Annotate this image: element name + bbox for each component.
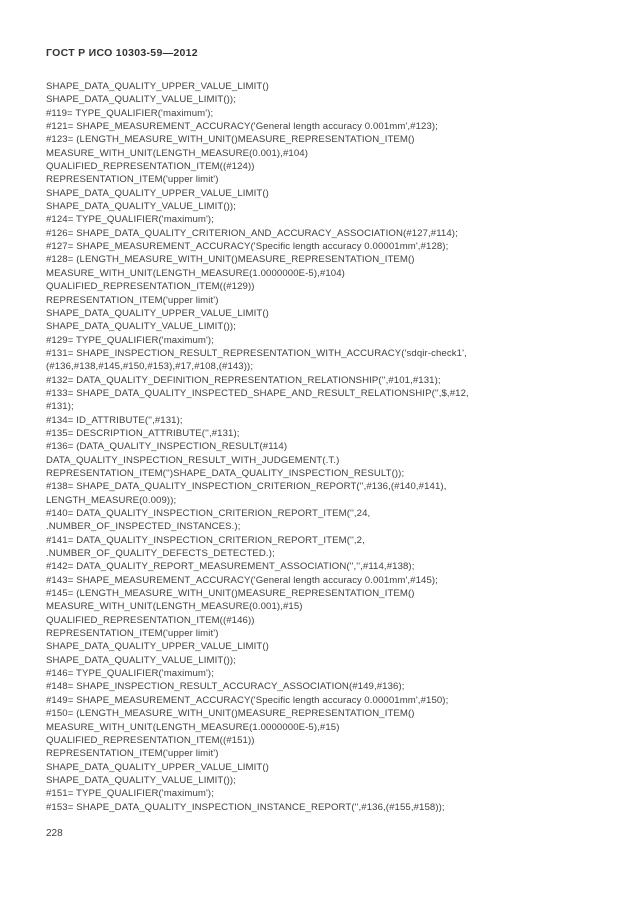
code-line: #132= DATA_QUALITY_DEFINITION_REPRESENTATION_RELATIONSHIP('',#101,#131); [46,374,441,386]
code-line: #140= DATA_QUALITY_INSPECTION_CRITERION_REPORT_ITEM('',24, [46,508,371,519]
code-line: #146= TYPE_QUALIFIER('maximum'); [46,668,214,680]
code-line: #129= TYPE_QUALIFIER('maximum'); [46,334,214,346]
code-line: #126= SHAPE_DATA_QUALITY_CRITERION_AND_ACCURACY_ASSOCIATION(#127,#114); [46,227,458,239]
code-line: MEASURE_WITH_UNIT(LENGTH_MEASURE(0.001),#104) [46,147,308,159]
code-line: #128= (LENGTH_MEASURE_WITH_UNIT()MEASURE_REPRESENTATION_ITEM() [46,254,415,266]
code-line: #150= (LENGTH_MEASURE_WITH_UNIT()MEASURE_REPRESENTATION_ITEM() [46,708,415,720]
code-line: SHAPE_DATA_QUALITY_UPPER_VALUE_LIMIT() [46,761,269,773]
code-line: #135= DESCRIPTION_ATTRIBUTE('',#131); [46,427,240,439]
code-line: SHAPE_DATA_QUALITY_UPPER_VALUE_LIMIT() [46,307,269,319]
code-line: #124= TYPE_QUALIFIER('maximum'); [46,214,214,226]
code-line: #141= DATA_QUALITY_INSPECTION_CRITERION_REPORT_ITEM('',2, [46,534,365,546]
code-line: #149= SHAPE_MEASUREMENT_ACCURACY('Specific length accuracy 0.00001mm',#150); [46,694,449,706]
code-line: REPRESENTATION_ITEM('upper limit') [46,628,219,640]
code-line: (#136,#138,#145,#150,#153),#17,#108,(#143)); [46,361,254,373]
code-line: .NUMBER_OF_QUALITY_DEFECTS_DETECTED.); [46,548,275,560]
code-line: #145= (LENGTH_MEASURE_WITH_UNIT()MEASURE_REPRESENTATION_ITEM() [46,588,415,600]
code-line: SHAPE_DATA_QUALITY_UPPER_VALUE_LIMIT() [46,641,269,653]
code-line: #131); [46,401,74,413]
code-line: #119= TYPE_QUALIFIER('maximum'); [46,107,214,119]
code-line: LENGTH_MEASURE(0.009)); [46,494,177,506]
code-line: #136= (DATA_QUALITY_INSPECTION_RESULT(#114) [46,441,288,453]
code-line: #153= SHAPE_DATA_QUALITY_INSPECTION_INSTANCE_REPORT('',#136,(#155,#158)); [46,801,445,813]
code-line: REPRESENTATION_ITEM('upper limit') [46,174,219,186]
code-line: #127= SHAPE_MEASUREMENT_ACCURACY('Specific length accuracy 0.00001mm',#128); [46,241,449,253]
code-line: #121= SHAPE_MEASUREMENT_ACCURACY('General length accuracy 0.001mm',#123); [46,121,438,133]
code-line: SHAPE_DATA_QUALITY_VALUE_LIMIT()); [46,201,236,213]
code-line: #151= TYPE_QUALIFIER('maximum'); [46,788,214,800]
code-line: DATA_QUALITY_INSPECTION_RESULT_WITH_JUDGEMENT(.T.) [46,454,340,466]
code-line: SHAPE_DATA_QUALITY_UPPER_VALUE_LIMIT() [46,187,269,199]
code-line: QUALIFIED_REPRESENTATION_ITEM((#146)) [46,614,255,626]
code-line: SHAPE_DATA_QUALITY_VALUE_LIMIT()); [46,321,236,333]
code-line: REPRESENTATION_ITEM('upper limit') [46,748,219,760]
code-line: #142= DATA_QUALITY_REPORT_MEASUREMENT_ASSOCIATION('','',#114,#138); [46,561,415,573]
page-number: 228 [46,828,63,839]
code-line: REPRESENTATION_ITEM('')SHAPE_DATA_QUALITY_INSPECTION_RESULT()); [46,467,405,479]
code-line: REPRESENTATION_ITEM('upper limit') [46,294,219,306]
code-line: MEASURE_WITH_UNIT(LENGTH_MEASURE(1.0000000E-5),#15) [46,721,340,733]
code-line: QUALIFIED_REPRESENTATION_ITEM((#124)) [46,161,255,173]
code-line: #131= SHAPE_INSPECTION_RESULT_REPRESENTATION_WITH_ACCURACY('sdqir-check1', [46,347,467,359]
code-line: #143= SHAPE_MEASUREMENT_ACCURACY('General length accuracy 0.001mm',#145); [46,574,438,586]
code-line: QUALIFIED_REPRESENTATION_ITEM((#129)) [46,281,255,293]
code-line: #123= (LENGTH_MEASURE_WITH_UNIT()MEASURE_REPRESENTATION_ITEM() [46,134,415,146]
code-line: SHAPE_DATA_QUALITY_UPPER_VALUE_LIMIT() [46,81,269,92]
code-line: SHAPE_DATA_QUALITY_VALUE_LIMIT()); [46,654,236,666]
step-code-listing [46,80,591,814]
code-line: QUALIFIED_REPRESENTATION_ITEM((#151)) [46,734,255,746]
code-line: .NUMBER_OF_INSPECTED_INSTANCES.); [46,521,241,533]
code-line: MEASURE_WITH_UNIT(LENGTH_MEASURE(1.0000000E-5),#104) [46,267,345,279]
code-line: SHAPE_DATA_QUALITY_VALUE_LIMIT()); [46,94,236,106]
document-title: ГОСТ Р ИСО 10303-59—2012 [46,47,198,59]
code-line: SHAPE_DATA_QUALITY_VALUE_LIMIT()); [46,774,236,786]
code-line: MEASURE_WITH_UNIT(LENGTH_MEASURE(0.001),#15) [46,601,303,613]
code-line: #138= SHAPE_DATA_QUALITY_INSPECTION_CRITERION_REPORT('',#136,(#140,#141), [46,481,447,493]
code-line: #134= ID_ATTRIBUTE('',#131); [46,414,183,426]
code-line: #133= SHAPE_DATA_QUALITY_INSPECTED_SHAPE_AND_RESULT_RELATIONSHIP('',$,#12, [46,387,469,399]
code-line: #148= SHAPE_INSPECTION_RESULT_ACCURACY_ASSOCIATION(#149,#136); [46,681,405,693]
